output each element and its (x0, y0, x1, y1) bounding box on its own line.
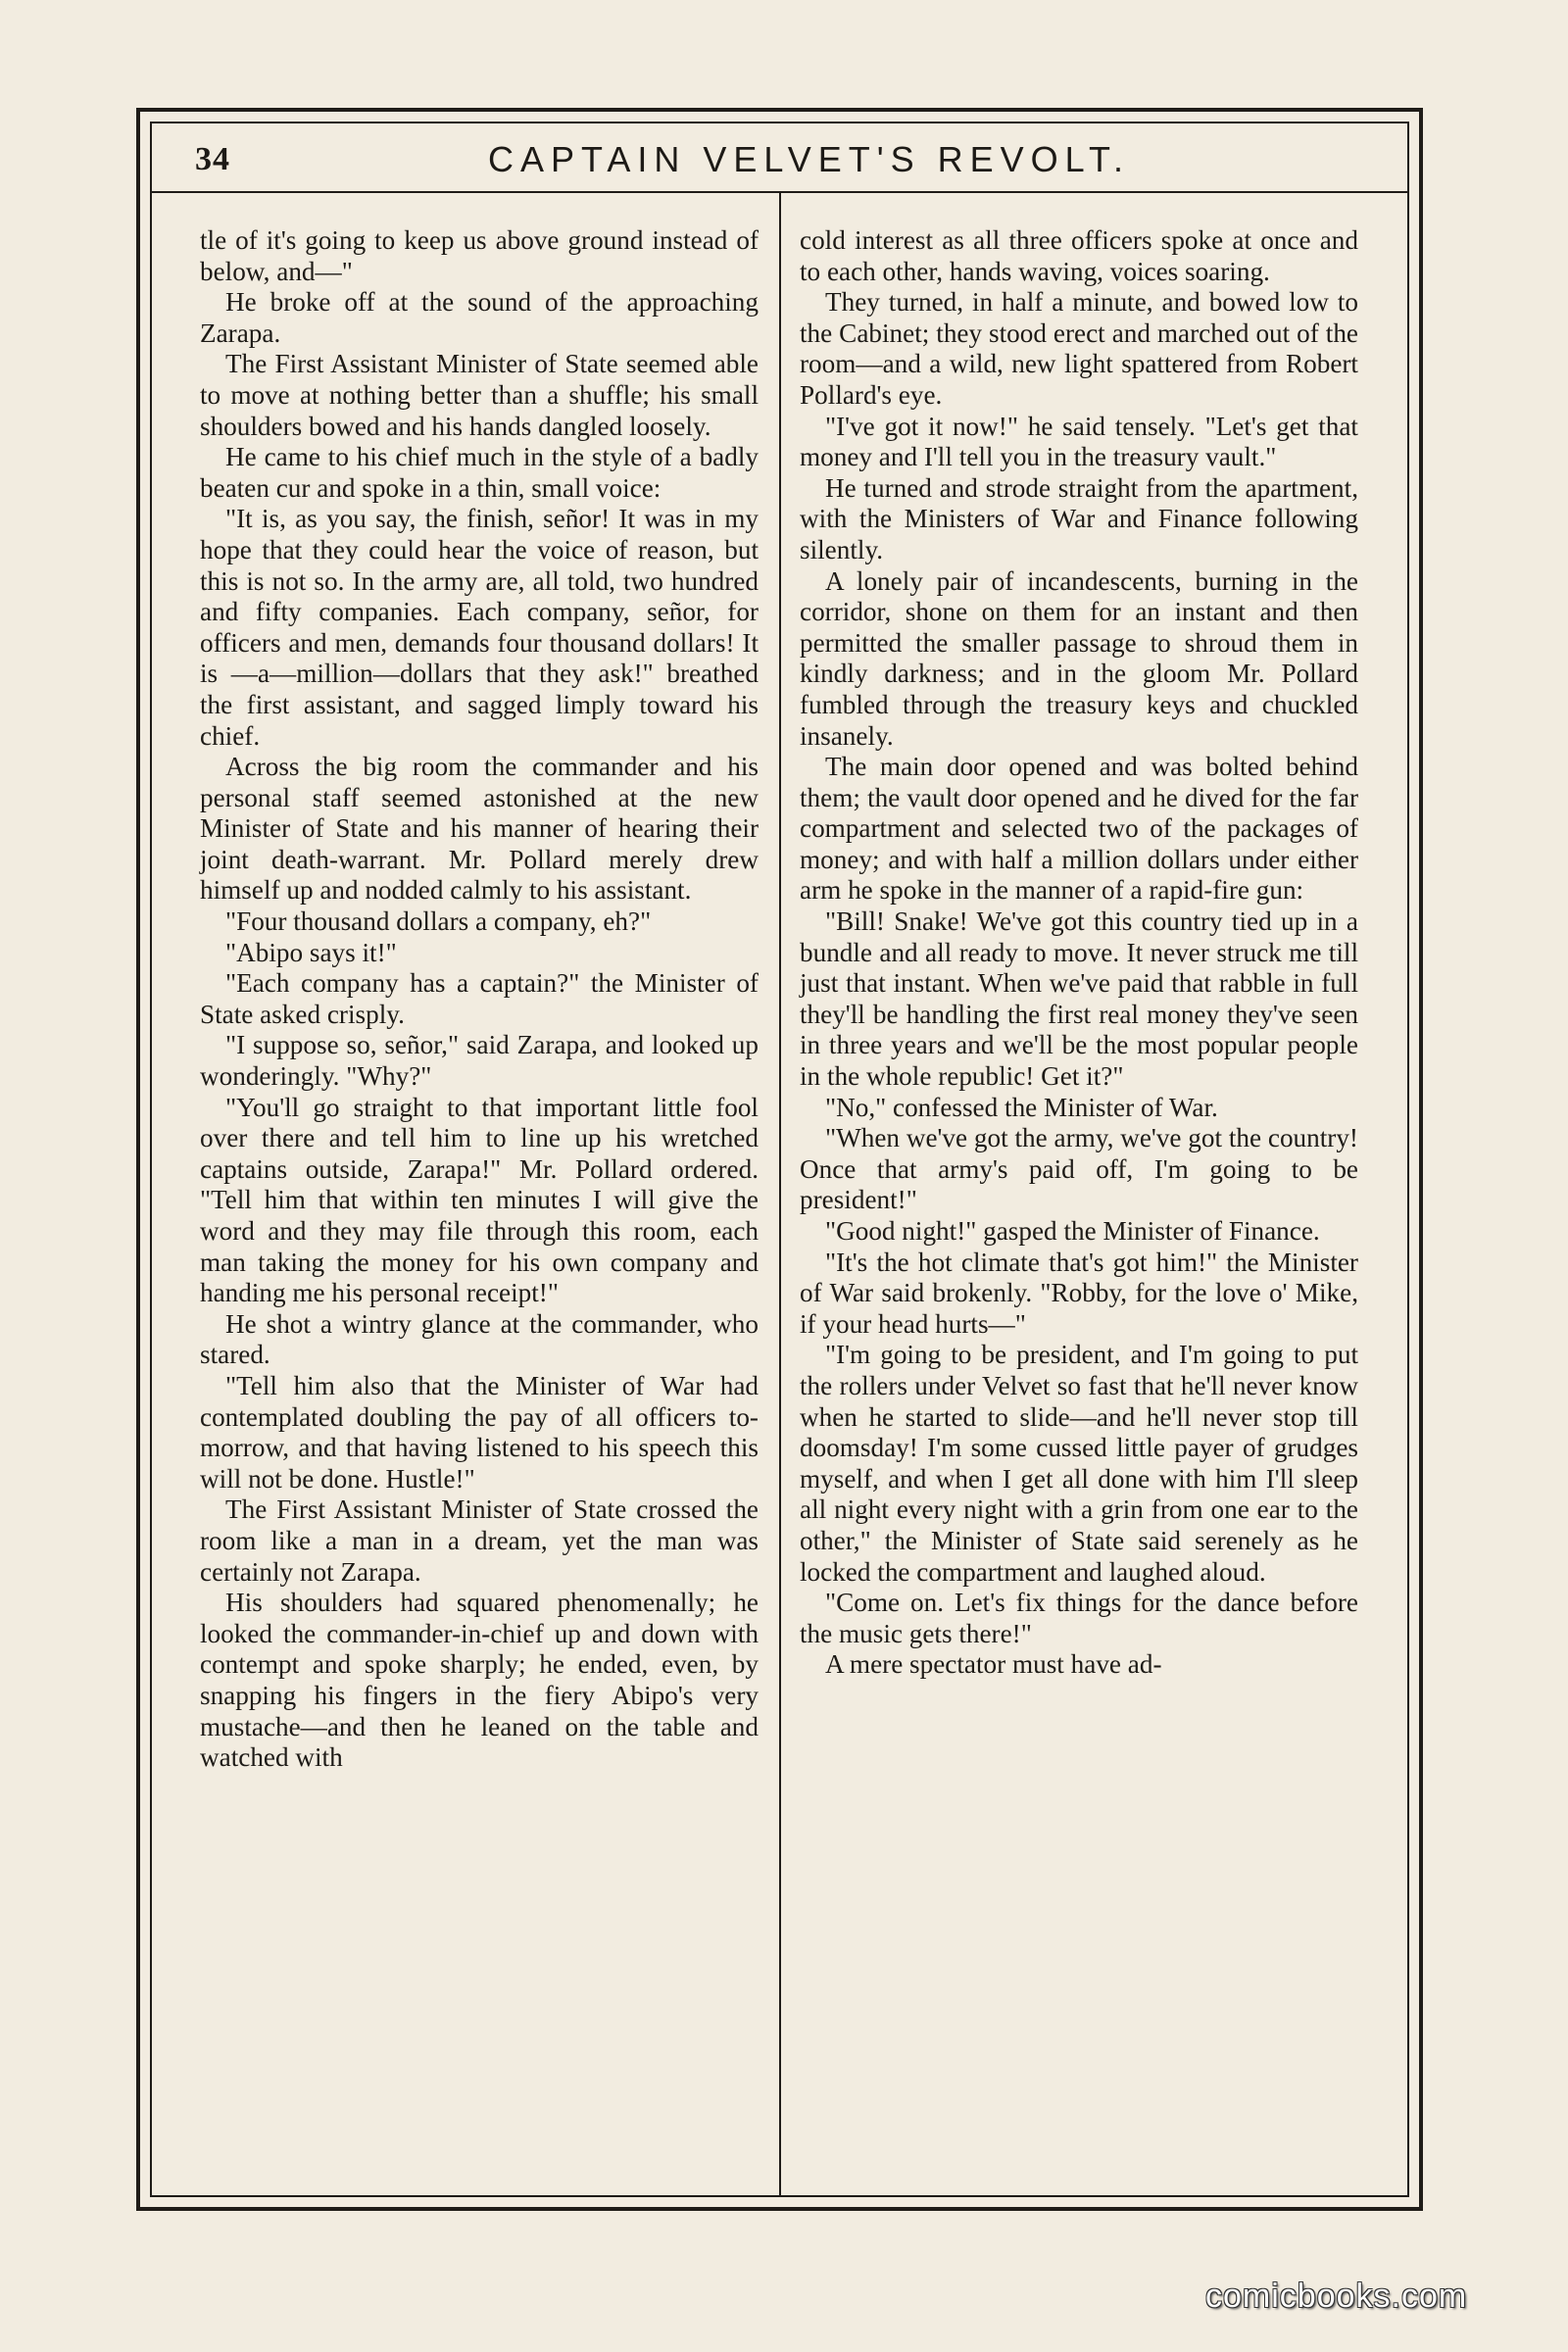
paragraph: "It is, as you say, the finish, señor! It was in my hope that they could hear the voice of reason, but this is not so. In the army are, all told, two hundred and fifty companies. Each company, señor, for officers and men, demands four thousand dollars! It is —a—million—dollars that they ask!" breathed the first assistant, and sagged limply toward his chief. (200, 504, 759, 751)
paragraph: "Tell him also that the Minister of War had contemplated doubling the pay of all officers to-morrow, and that having listened to his speech this will not be done. Hustle!" (200, 1370, 759, 1494)
paragraph: They turned, in half a minute, and bowed low to the Cabinet; they stood erect and marched out of the room—and a wild, new light spattered from Robert Pollard's eye. (800, 287, 1358, 410)
paragraph: The First Assistant Minister of State crossed the room like a man in a dream, yet the man was certainly not Zarapa. (200, 1494, 759, 1587)
paragraph: "I suppose so, señor," said Zarapa, and looked up wonderingly. "Why?" (200, 1030, 759, 1092)
paragraph: "Come on. Let's fix things for the dance before the music gets there!" (800, 1588, 1358, 1648)
watermark: comicbooks.com (1205, 2278, 1468, 2315)
paragraph: "When we've got the army, we've got the country! Once that army's paid off, I'm going to be president!" (800, 1123, 1358, 1215)
paragraph: The First Assistant Minister of State seemed able to move at nothing better than a shuffle; his small shoulders bowed and his hands dangled loosely. (200, 349, 759, 441)
paragraph: "You'll go straight to that important little fool over there and tell him to line up his wretched captains outside, Zarapa!" Mr. Pollard ordered. "Tell him that within ten minutes I will give the word and they may file through this room, each man taking the money for his own company and handing me his personal receipt!" (200, 1092, 759, 1308)
paragraph: "Good night!" gasped the Minister of Finance. (825, 1216, 1320, 1246)
running-header (152, 123, 1407, 193)
paragraph: "I've got it now!" he said tensely. "Let's get that money and I'll tell you in the treasury vault." (800, 411, 1358, 472)
paragraph: He broke off at the sound of the approaching Zarapa. (200, 287, 759, 348)
paragraph: He came to his chief much in the style of a badly beaten cur and spoke in a thin, small voice: (200, 442, 759, 503)
paragraph: The main door opened and was bolted behind them; the vault door opened and he dived for the far compartment and selected two of the packages of money; and with half a million dollars under either arm he spoke in the manner of a rapid-fire gun: (800, 752, 1358, 906)
column-divider (779, 193, 781, 2195)
paragraph: He shot a wintry glance at the commander, who stared. (200, 1308, 759, 1370)
paragraph: cold interest as all three officers spoke at once and to each other, hands waving, voices soaring. (800, 225, 1358, 286)
paragraph: "No," confessed the Minister of War. (825, 1092, 1218, 1122)
paragraph: He turned and strode straight from the apartment, with the Ministers of War and Finance following silently. (800, 472, 1358, 564)
paragraph: tle of it's going to keep us above ground instead of below, and—" (200, 225, 759, 286)
right-column (800, 225, 1358, 1681)
paragraph: "Abipo says it!" (225, 937, 397, 967)
paragraph: "I'm going to be president, and I'm going to put the rollers under Velvet so fast that he'll never know when he started to slide—and he'll never stop till doomsday! I'm some cussed little payer of grudges myself, and when I get all done with him I'll sleep all night every night with a grin from one ear to the other," the Minister of State said serenely as he locked the compartment and laughed aloud. (800, 1340, 1358, 1587)
paragraph: A mere spectator must have ad- (825, 1649, 1162, 1680)
running-title: CAPTAIN VELVET'S REVOLT. (487, 139, 1130, 179)
paragraph: A lonely pair of incandescents, burning in the corridor, shone on them for an instant and then permitted the smaller passage to shroud them in kindly darkness; and in the gloom Mr. Pollard fumbled through the treasury keys and chuckled insanely. (800, 565, 1358, 751)
paragraph: "It's the hot climate that's got him!" the Minister of War said brokenly. "Robby, for the love o' Mike, if your head hurts—" (800, 1247, 1358, 1339)
paragraph: Across the big room the commander and his personal staff seemed astonished at the new Minister of State and his manner of hearing their joint death-warrant. Mr. Pollard merely drew himself up and nodded calmly to his assistant. (200, 752, 759, 906)
paragraph: "Four thousand dollars a company, eh?" (225, 906, 652, 937)
paragraph: His shoulders had squared phenomenally; he looked the commander-in-chief up and down with contempt and spoke sharply; he ended, even, by snapping his fingers in the fiery Abipo's very mustache—and then he leaned on the table and watched with (200, 1588, 759, 1773)
paragraph: "Bill! Snake! We've got this country tied up in a bundle and all ready to move. It never struck me till just that instant. When we've paid that rabble in full they'll be handling the first real money they've seen in three years and we'll be the most popular people in the whole republic! Get it?" (800, 906, 1358, 1092)
paragraph: "Each company has a captain?" the Minister of State asked crisply. (200, 968, 759, 1029)
page-number: 34 (195, 141, 230, 177)
left-column (200, 225, 759, 1774)
